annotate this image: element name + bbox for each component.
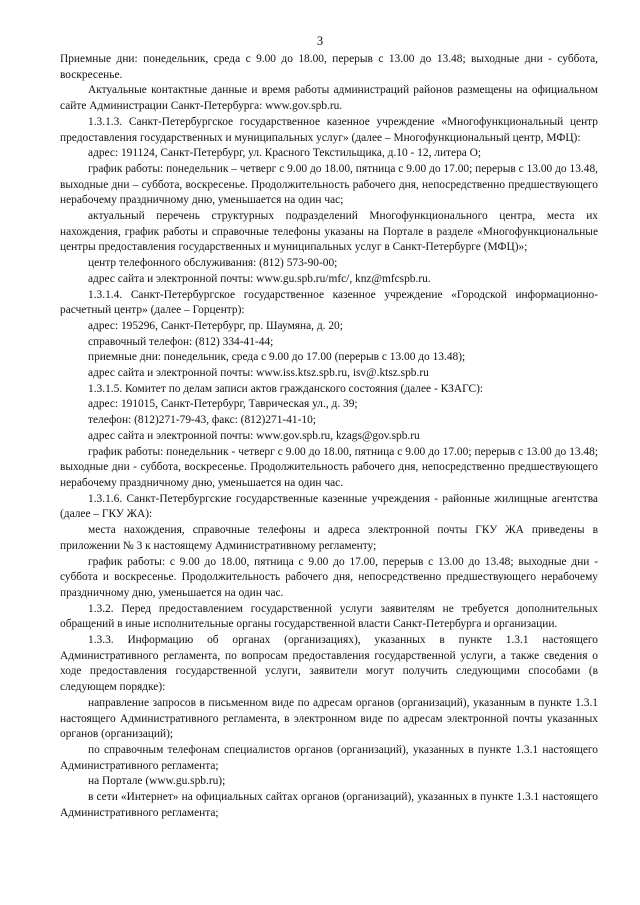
- paragraph-written-requests: направление запросов в письменном виде по адресам органов (организаций), указанным в пункте 1.3.1 настоящего Административного регламента, в электронном виде по адресам электронной почты указанных органов (организаций);: [60, 696, 598, 741]
- paragraph-mfc-branches: актуальный перечень структурных подразделений Многофункционального центра, места их нахождения, график работы и справочные телефоны указаны на Портале в разделе «Многофункциональные центры предоставления государственных и муниципальных услуг в Санкт-Петербурге (МФЦ)»;: [60, 210, 598, 254]
- paragraph-gorcenter-reception: приемные дни: понедельник, среда с 9.00 до 17.00 (перерыв с 13.00 до 13.48);: [88, 351, 466, 364]
- paragraph-gorcenter-heading: 1.3.1.4. Санкт-Петербургское государственное казенное учреждение «Городской информационно-расчетный центр» (далее – Горцентр):: [60, 288, 598, 317]
- paragraph-district-admin-contacts: Актуальные контактные данные и время работы администраций районов размещены на официальном сайте Администрации Санкт-Петербурга: www.gov.spb.ru.: [60, 84, 598, 113]
- paragraph-gorcenter-address: адрес: 195296, Санкт-Петербург, пр. Шаумяна, д. 20;: [88, 319, 343, 332]
- paragraph-kzags-schedule: график работы: понедельник - четверг с 9.00 до 18.00, пятница с 9.00 до 17.00; перерыв с 13.00 до 13.48; выходные дни - суббота, воскресенье. Продолжительность рабочего дня, непосредственно предшествующего нерабочему праздничному дню, уменьшается на один час.: [60, 445, 598, 489]
- paragraph-section-1-3-3: 1.3.3. Информацию об органах (организациях), указанных в пункте 1.3.1 настоящего Административного регламента, по вопросам предоставления государственной услуги, а также сведения о ходе предоставления государственной услуги, заявители могут получить следующими способами (в следующем порядке):: [60, 634, 598, 694]
- paragraph-gku-ja-locations: места нахождения, справочные телефоны и адреса электронной почты ГКУ ЖА приведены в приложении № 3 к настоящему Административному регламенту;: [60, 524, 598, 552]
- paragraph-kzags-phone: телефон: (812)271-79-43, факс: (812)271-41-10;: [88, 414, 316, 427]
- paragraph-gorcenter-phone: справочный телефон: (812) 334-41-44;: [88, 335, 274, 348]
- paragraph-section-1-3-2: 1.3.2. Перед предоставлением государственной услуги заявителям не требуется дополнительных обращений в иные исполнительные органы государственной власти Санкт-Петербурга и организации.: [60, 602, 598, 631]
- paragraph-mfc-schedule: график работы: понедельник – четверг с 9.00 до 18.00, пятница с 9.00 до 17.00; перерыв с 13.00 до 13.48, выходные дни – суббота, воскресенье. Продолжительность рабочего дня, непосредственно предшествующего нерабочему праздничному дню, уменьшается на один час;: [60, 162, 598, 207]
- paragraph-mfc-phone: центр телефонного обслуживания: (812) 573-90-00;: [88, 257, 338, 270]
- paragraph-internet-sites: в сети «Интернет» на официальных сайтах органов (организаций), указанных в пункте 1.3.1 настоящего Административного регламента;: [60, 791, 598, 819]
- paragraph-reception-days: Приемные дни: понедельник, среда с 9.00 до 18.00, перерыв с 13.00 до 13.48; выходные дни - суббота, воскресенье.: [60, 53, 598, 81]
- page-number: 3: [316, 34, 324, 48]
- paragraph-kzags-web: адрес сайта и электронной почты: www.gov.spb.ru, kzags@gov.spb.ru: [88, 429, 420, 442]
- paragraph-mfc-address: адрес: 191124, Санкт-Петербург, ул. Красного Текстильщика, д.10 - 12, литера О;: [88, 147, 482, 160]
- paragraph-kzags-heading: 1.3.1.5. Комитет по делам записи актов гражданского состояния (далее - КЗАГС):: [88, 382, 484, 395]
- paragraph-gku-ja-schedule: график работы: с 9.00 до 18.00, пятница с 9.00 до 17.00, перерыв с 13.00 до 13.48; выходные дни - суббота и воскресенье. Продолжительность рабочего дня, непосредственно предшествующего нерабочему праздничному дню, уменьшается на один час.: [60, 555, 598, 599]
- document-body: [60, 52, 598, 821]
- paragraph-gku-ja-heading: 1.3.1.6. Санкт-Петербургские государственные казенные учреждения - районные жилищные агентства (далее – ГКУ ЖА):: [60, 492, 598, 521]
- paragraph-kzags-address: адрес: 191015, Санкт-Петербург, Таврическая ул., д. 39;: [88, 398, 358, 411]
- paragraph-gorcenter-web: адрес сайта и электронной почты: www.iss.ktsz.spb.ru, isv@.ktsz.spb.ru: [88, 367, 429, 380]
- paragraph-mfc-web: адрес сайта и электронной почты: www.gu.spb.ru/mfc/, knz@mfcspb.ru.: [88, 272, 431, 285]
- paragraph-portal: на Портале (www.gu.spb.ru);: [88, 775, 226, 788]
- paragraph-reference-phones: по справочным телефонам специалистов органов (организаций), указанных в пункте 1.3.1 настоящего Административного регламента;: [60, 743, 598, 772]
- paragraph-mfc-heading: 1.3.1.3. Санкт-Петербургское государственное казенное учреждение «Многофункциональный центр предоставления государственных и муниципальных услуг» (далее – Многофункциональный центр, МФЦ):: [60, 115, 598, 144]
